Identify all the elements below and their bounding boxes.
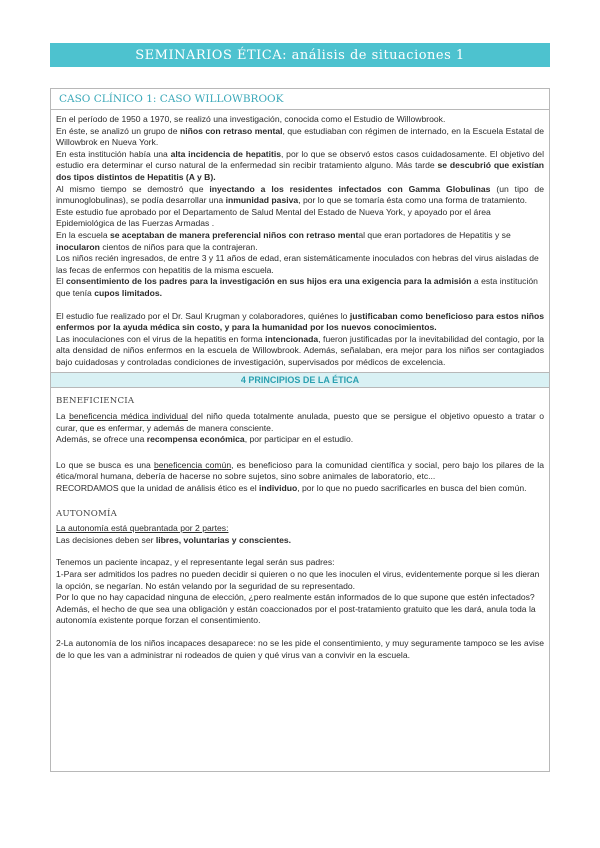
autonomia-paragraph: Las decisiones deben ser libres, voluntarias y conscientes.	[56, 534, 292, 545]
autonomia-paragraph: Tenemos un paciente incapaz, y el representante legal serán sus padres:	[56, 557, 335, 568]
autonomia-paragraph: 2-La autonomía de los niños incapaces desaparece: no se les pide el consentimiento, y muy seguramente tampoco se les avise de lo que les van a administrar ni rodeados de quien y qué virus van a convivir en la escuela.	[56, 637, 544, 660]
case-paragraph: En el período de 1950 a 1970, se realizó una investigación, conocida como el Estudio de Willowbrook.	[56, 114, 446, 124]
content-frame	[50, 88, 550, 772]
autonomia-label: AUTONOMÍA	[56, 508, 117, 519]
case-paragraph: El consentimiento de los padres para la investigación en sus hijos era una exigencia para la admisión a esta institución que tenía cupos limitados.	[56, 276, 538, 298]
principles-section	[51, 388, 549, 665]
beneficencia-label: BENEFICIENCIA	[56, 396, 135, 407]
case-paragraph: El estudio fue realizado por el Dr. Saul Krugman y colaboradores, quiénes lo justificaban como beneficioso para estos niños enfermos por la ayuda médica sin costo, y para la humanidad por los nuevos conocimientos.	[56, 310, 544, 333]
case-heading: CASO CLÍNICO 1: CASO WILLOWBROOK	[51, 89, 549, 110]
document-title: SEMINARIOS ÉTICA: análisis de situaciones 1	[50, 43, 550, 67]
case-description	[51, 110, 549, 373]
principles-heading: 4 PRINCIPIOS DE LA ÉTICA	[51, 373, 549, 388]
case-paragraph: En la escuela se aceptaban de manera preferencial niños con retraso mental que eran portadores de Hepatitis y se inocularon cientos de niños para que la contrajeran.	[56, 229, 511, 252]
case-paragraph: En esta institución había una alta incidencia de hepatitis, por lo que se observó estos casos cuidadosamente. El objetivo del estudio era determinar el curso natural de la enfermedad sin recibir tratamiento alguno. Más tarde se descubrió que existían dos tipos distintos de Hepatitis (A y B).	[56, 148, 544, 182]
beneficencia-paragraph: Lo que se busca es una beneficencia común, es beneficioso para la comunidad científica y social, pero bajo los pilares de la ética/moral humana, debería de hacerse no sobre sujetos, sino sobre animales de laboratorio, etc...	[56, 459, 544, 482]
autonomia-paragraph: Por lo que no hay capacidad ninguna de elección, ¿pero realmente están informados de lo que supone que estén infectados? Además, el hecho de que sea una obligación y están coaccionados por el post-tratamiento gratuito que les dará, anula toda la autonomía existente porque forzan el consentimiento.	[56, 592, 536, 626]
case-paragraph: Al mismo tiempo se demostró que inyectando a los residentes infectados con Gamma Globulinas (un tipo de inmunoglobulinas), se podía desarrollar una inmunidad pasiva, por lo que se tomaría ésta como una forma de tratamiento.	[56, 183, 544, 206]
case-paragraph: Este estudio fue aprobado por el Departamento de Salud Mental del Estado de Nueva York, y apoyado por el área Epidemiológica de las Fuerzas Armadas .	[56, 206, 491, 229]
autonomia-paragraph: La autonomía está quebrantada por 2 partes:	[56, 523, 229, 534]
beneficencia-paragraph: La beneficencia médica individual del niño queda totalmente anulada, puesto que se persigue el objetivo opuesto a tratar o curar, que es enfermar, y además de manera consciente.	[56, 411, 544, 433]
case-paragraph: En éste, se analizó un grupo de niños con retraso mental, que estudiaban con régimen de internado, en la Escuela Estatal de Willowbrok en Nueva York.	[56, 125, 544, 148]
autonomia-paragraph: 1-Para ser admitidos los padres no pueden decidir si quieren o no que les inoculen el virus, evidentemente porque si les dieran la opción, se negarían. No están velando por la seguridad de su representado.	[56, 569, 540, 591]
case-paragraph: Los niños recién ingresados, de entre 3 y 11 años de edad, eran sistemáticamente inoculados con hebras del virus aisladas de las fecas de enfermos con hepatitis de la misma escuela.	[56, 253, 539, 275]
case-paragraph: Las inoculaciones con el virus de la hepatitis en forma intencionada, fueron justificadas por la inevitabilidad del contagio, por la alta densidad de niños enfermos en la escuela de Willowbrook. Además, señalaban, era mejor para los niños ser contagiados bajo cuidadosas y controladas condiciones de investigación, supervisados por médicos de excelencia.	[56, 333, 544, 367]
beneficencia-paragraph: Además, se ofrece una recompensa económica, por participar en el estudio.	[56, 434, 354, 445]
beneficencia-paragraph: RECORDAMOS que la unidad de análisis ético es el individuo, por lo que no puedo sacrificarles en busca del bien común.	[56, 483, 527, 494]
